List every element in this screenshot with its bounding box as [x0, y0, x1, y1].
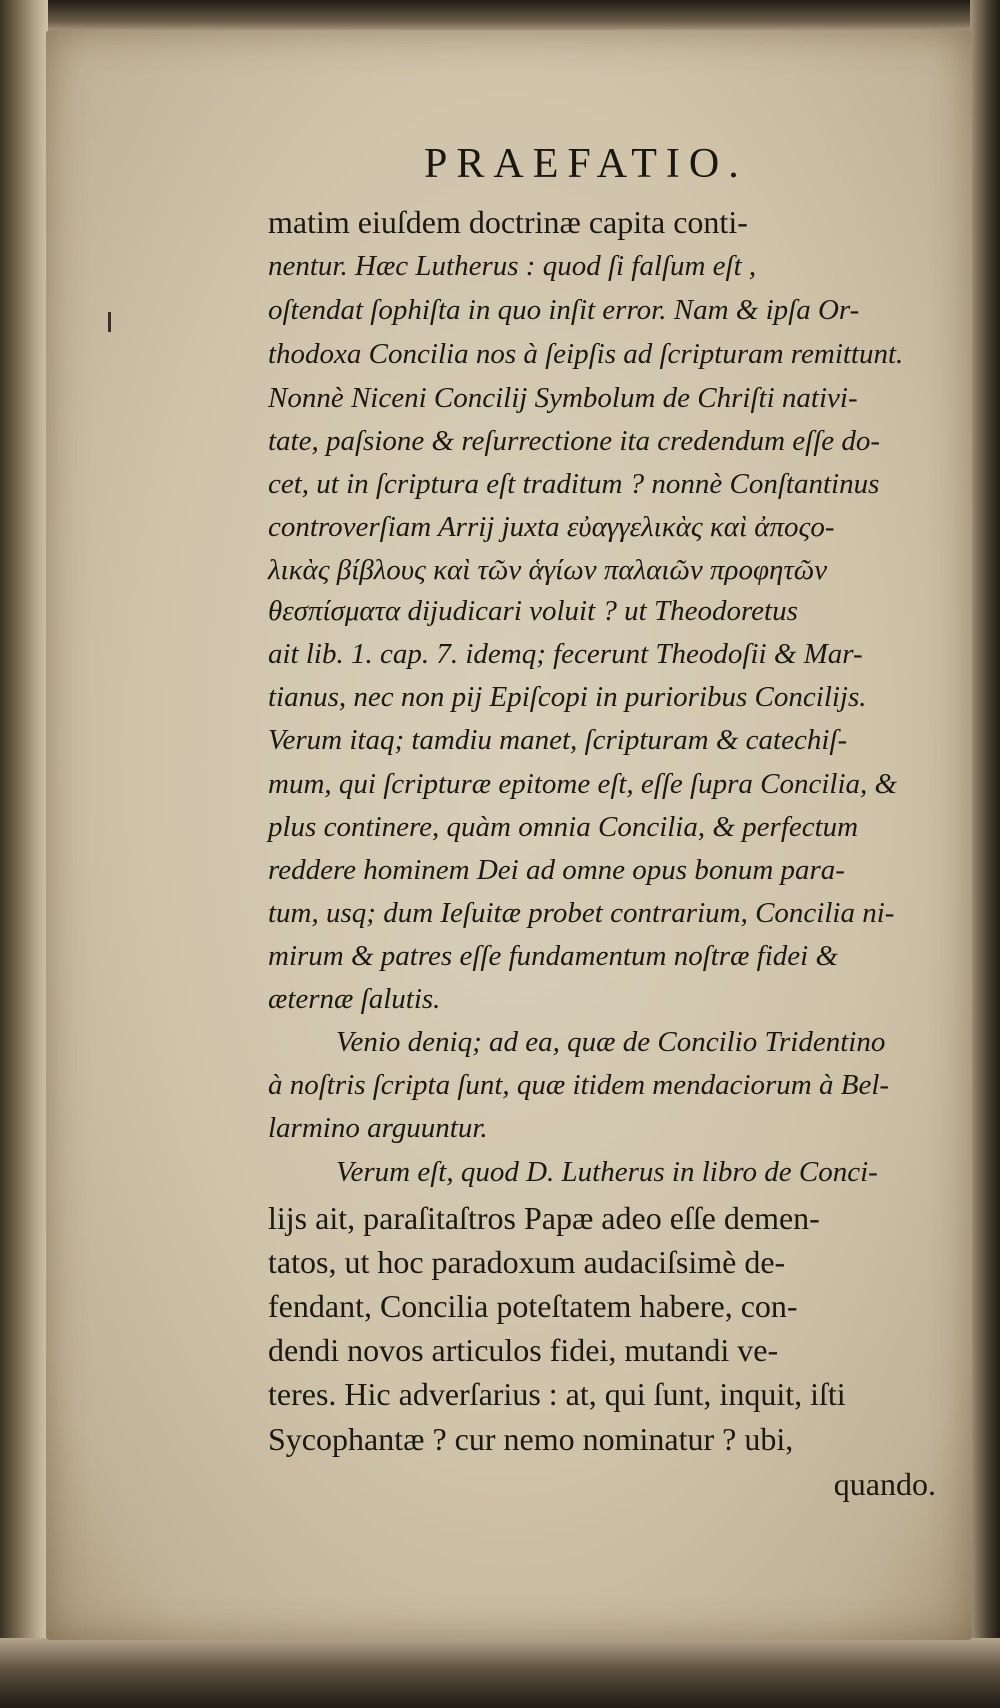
text-line: mirum & patres eſſe fundamentum noſtræ fidei &: [268, 940, 839, 972]
margin-mark: [108, 312, 111, 332]
text-line: ait lib. 1. cap. 7. idemq; fecerunt Theodoſii & Mar-: [268, 638, 863, 670]
text-line: dendi novos articulos fidei, mutandi ve-: [268, 1332, 779, 1368]
page-edge-left: [0, 0, 48, 1708]
text-line: larmino arguuntur.: [268, 1112, 488, 1144]
text-line: nentur. Hæc Lutherus : quod ſi falſum eſt ,: [268, 250, 757, 282]
text-line: quando.: [833, 1466, 936, 1502]
text-line: tate, paſsione & reſurrectione ita credendum eſſe do-: [268, 425, 881, 457]
text-line: tum, usq; dum Ieſuitæ probet contrarium, Concilia ni-: [268, 897, 895, 929]
page-edge-right: [970, 0, 1000, 1708]
text-line: Venio deniq; ad ea, quæ de Concilio Tridentino: [336, 1026, 886, 1058]
text-line: tianus, nec non pij Epiſcopi in purioribus Concilijs.: [268, 681, 867, 713]
text-line: cet, ut in ſcriptura eſt traditum ? nonnè Conſtantinus: [268, 468, 880, 500]
running-head: PRAEFATIO.: [424, 141, 748, 187]
text-line: tatos, ut hoc paradoxum audaciſsimè de-: [268, 1244, 786, 1280]
text-line: matim eiuſdem doctrinæ capita conti-: [268, 204, 748, 240]
text-line: Nonnè Niceni Concilij Symbolum de Chriſti nativi-: [268, 382, 858, 414]
page-edge-bottom: [0, 1638, 1000, 1708]
text-line: Sycophantæ ? cur nemo nominatur ? ubi,: [268, 1421, 794, 1457]
text-line: à noſtris ſcripta ſunt, quæ itidem mendaciorum à Bel-: [268, 1069, 890, 1101]
text-line: controverſiam Arrij juxta εὐαγγελικὰς καὶ ἀποςο-: [268, 511, 835, 543]
text-line: Verum eſt, quod D. Lutherus in libro de Conci-: [336, 1156, 878, 1188]
text-line: mum, qui ſcripturæ epitome eſt, eſſe ſupra Concilia, &: [268, 768, 898, 800]
text-line: λικὰς βίβλους καὶ τῶν ἁγίων παλαιῶν προφητῶν: [268, 554, 828, 586]
text-line: plus continere, quàm omnia Concilia, & perfectum: [268, 811, 859, 843]
text-line: Verum itaq; tamdiu manet, ſcripturam & catechiſ-: [268, 724, 848, 756]
text-line: reddere hominem Dei ad omne opus bonum para-: [268, 854, 845, 886]
text-line: thodoxa Concilia nos à ſeipſis ad ſcripturam remittunt.: [268, 338, 904, 370]
text-line: oſtendat ſophiſta in quo inſit error. Nam & ipſa Or-: [268, 294, 860, 326]
text-line: θεσπίσματα dijudicari voluit ? ut Theodoretus: [268, 595, 798, 627]
text-line: teres. Hic adverſarius : at, qui ſunt, inquit, iſti: [268, 1376, 846, 1412]
text-line: lijs ait, paraſitaſtros Papæ adeo eſſe demen-: [268, 1200, 820, 1236]
text-line: fendant, Concilia poteſtatem habere, con-: [268, 1288, 798, 1324]
text-line: æternæ ſalutis.: [268, 983, 441, 1015]
